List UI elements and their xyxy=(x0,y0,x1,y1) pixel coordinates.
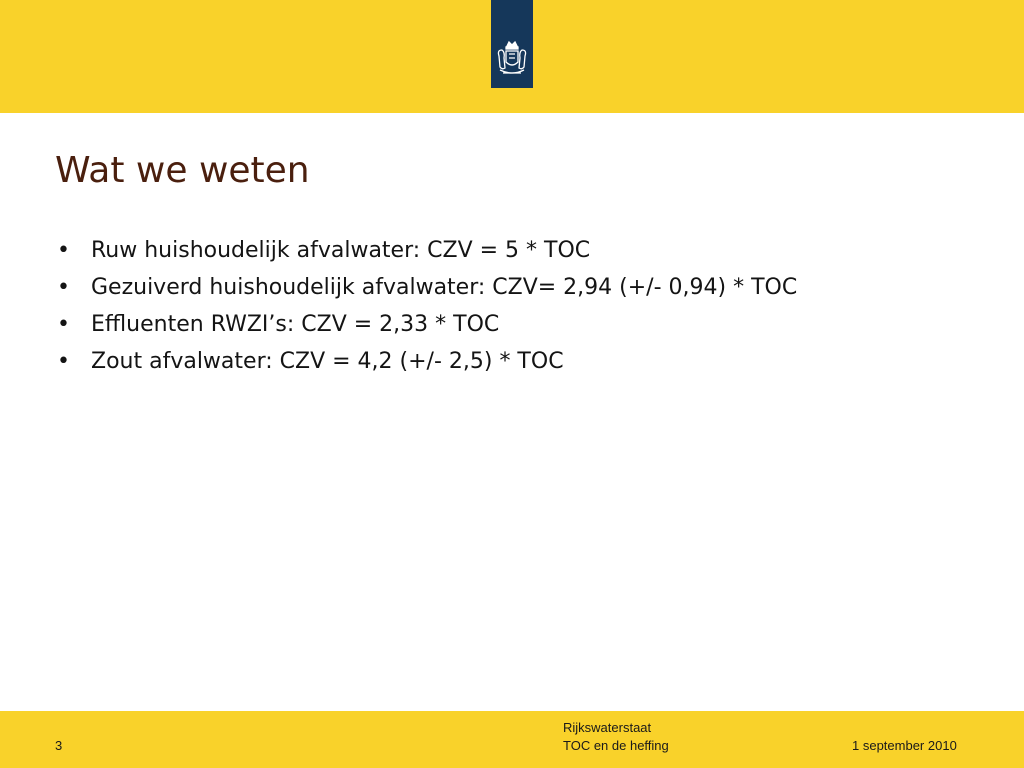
bullet-list xyxy=(55,232,797,380)
list-item xyxy=(55,306,797,343)
footer-date: 1 september 2010 xyxy=(852,738,957,753)
footer-organization: Rijkswaterstaat xyxy=(563,720,652,735)
page-number: 3 xyxy=(55,738,63,753)
bullet-text: Ruw huishoudelijk afvalwater: CZV = 5 * TOC xyxy=(91,238,591,263)
bullet-text: Gezuiverd huishoudelijk afvalwater: CZV= 2,94 (+/- 0,94) * TOC xyxy=(91,275,798,300)
bullet-dot: • xyxy=(57,275,70,300)
bullet-dot: • xyxy=(57,349,70,374)
rijksoverheid-crest-icon xyxy=(494,40,530,84)
logo xyxy=(491,0,533,88)
bullet-text: Zout afvalwater: CZV = 4,2 (+/- 2,5) * TOC xyxy=(91,349,564,374)
list-item xyxy=(55,343,797,380)
bullet-dot: • xyxy=(57,312,70,337)
bullet-text: Effluenten RWZI’s: CZV = 2,33 * TOC xyxy=(91,312,500,337)
bullet-dot: • xyxy=(57,238,70,263)
list-item xyxy=(55,232,797,269)
slide-title: Wat we weten xyxy=(55,150,310,191)
list-item xyxy=(55,269,797,306)
footer-subject: TOC en de heffing xyxy=(563,738,669,753)
